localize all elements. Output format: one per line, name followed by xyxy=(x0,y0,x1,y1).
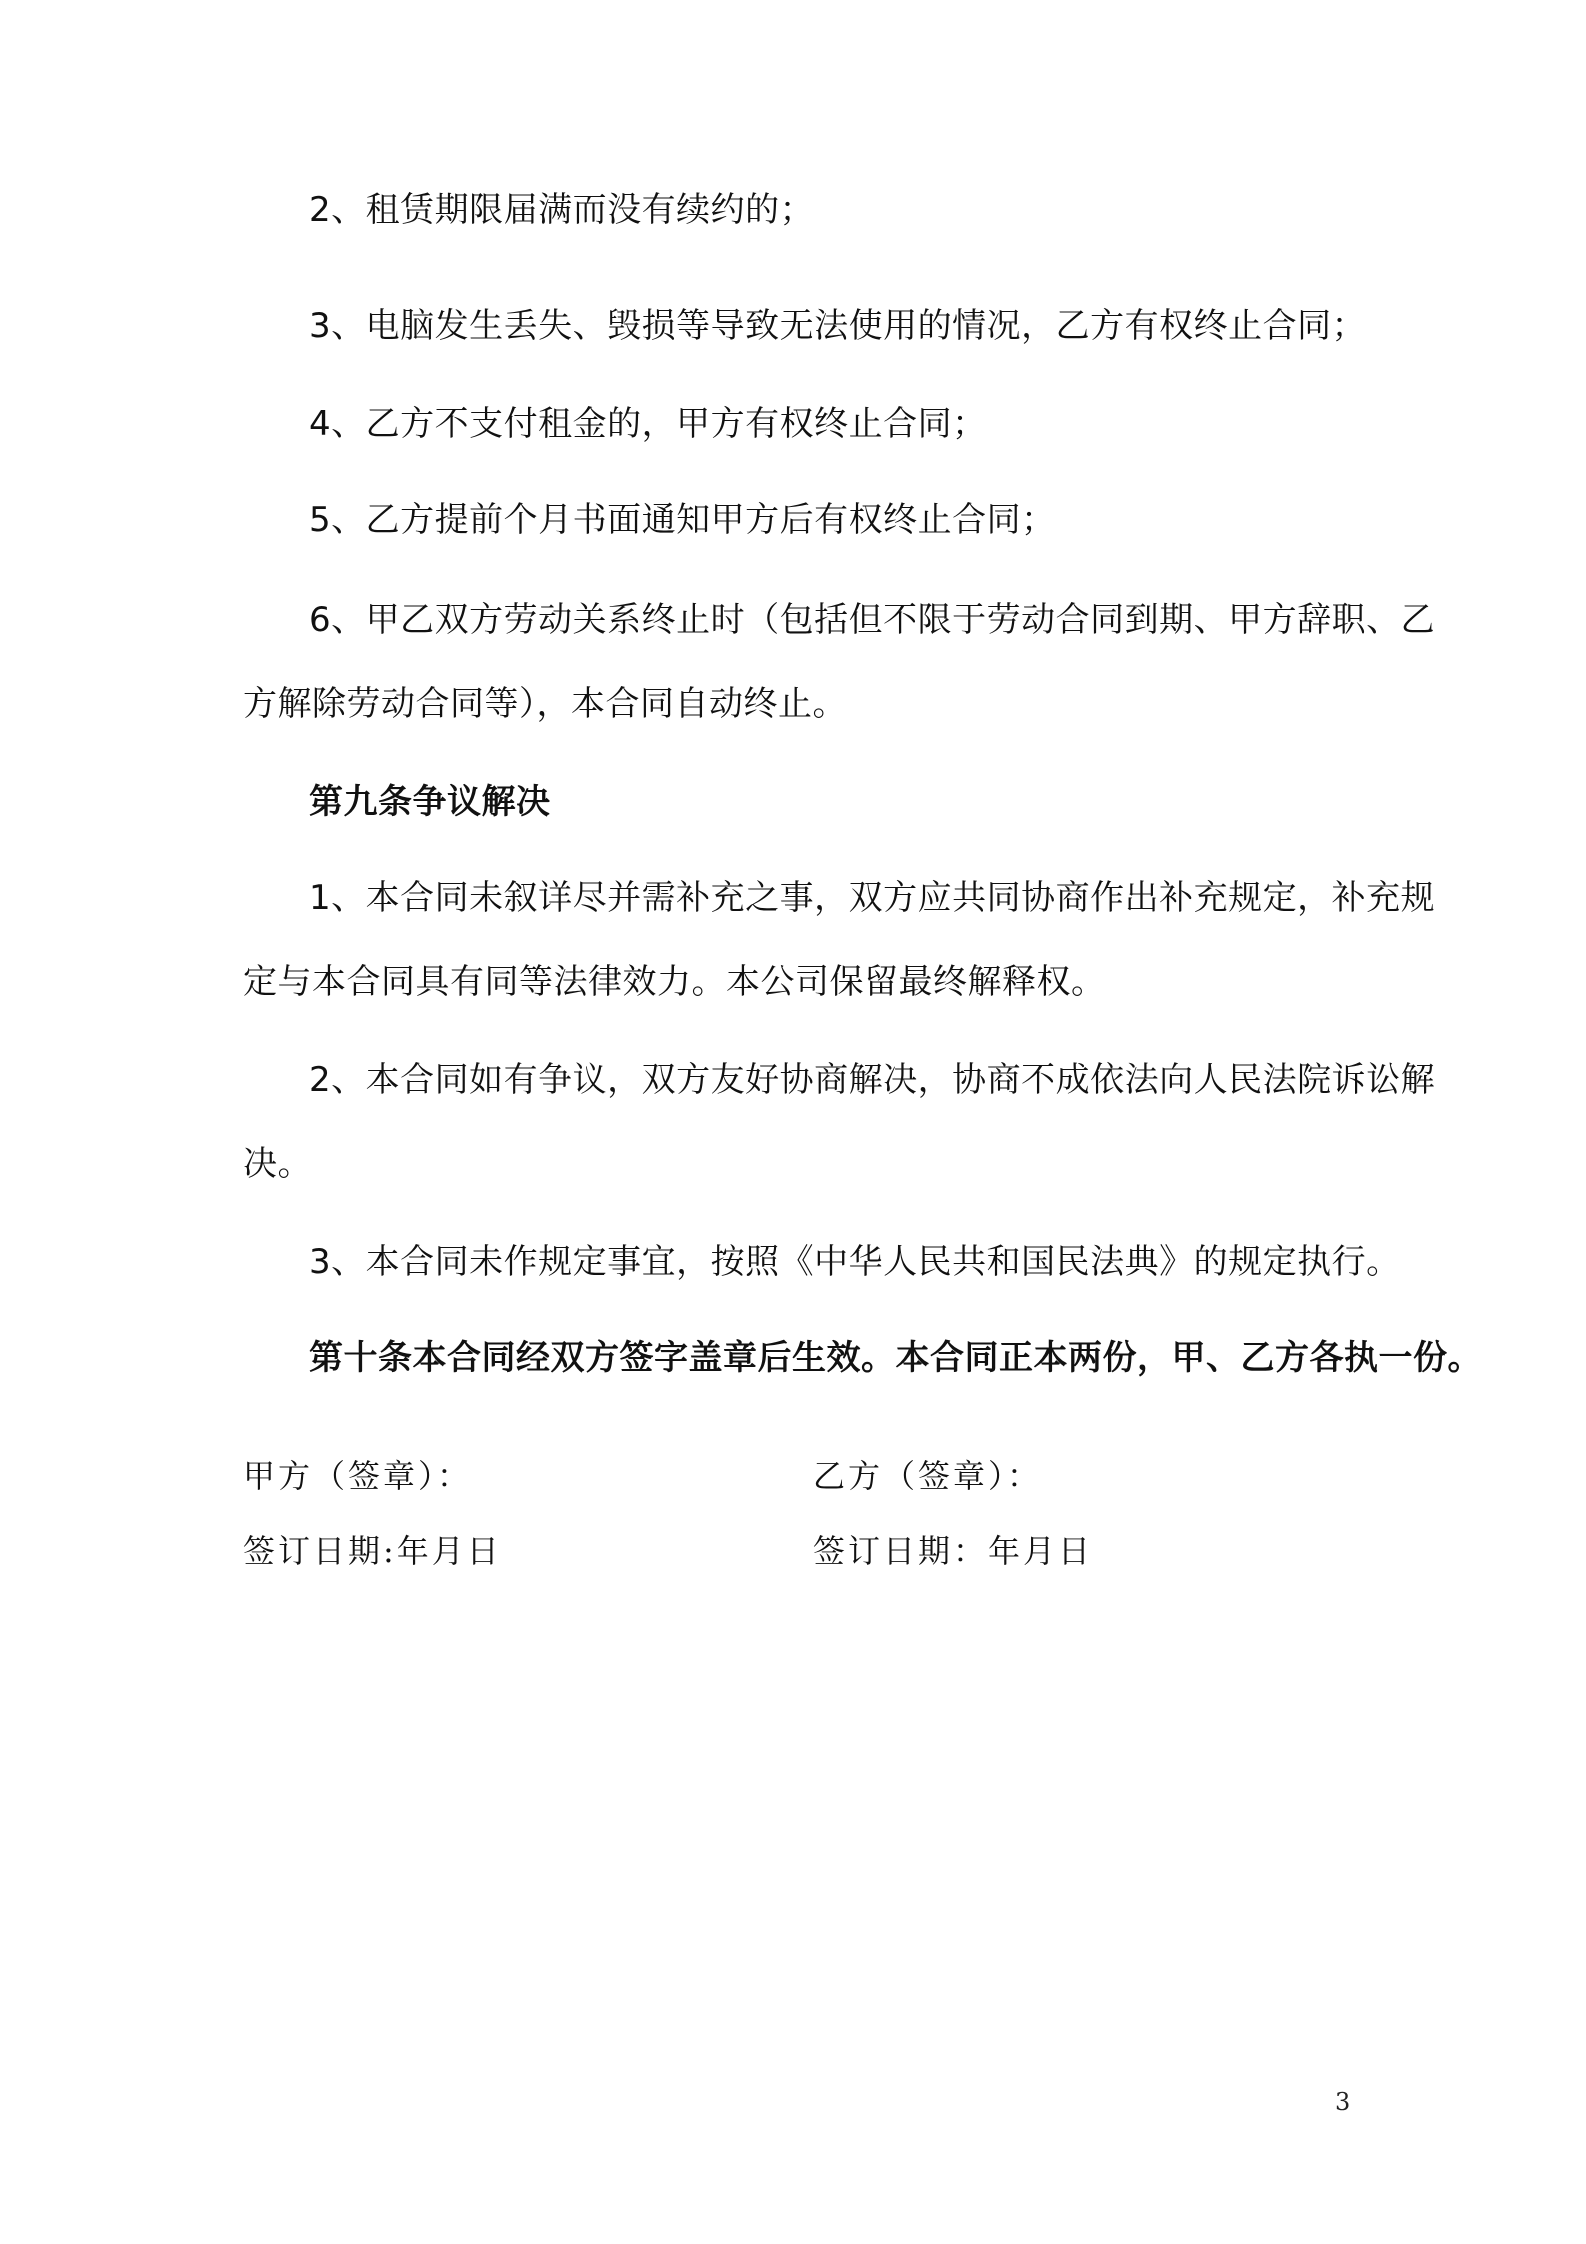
clause-item-3: 3、电脑发生丢失、毁损等导致无法使用的情况，乙方有权终止合同； xyxy=(309,306,1367,346)
clause-item-4: 4、乙方不支付租金的，甲方有权终止合同； xyxy=(309,404,987,444)
article-10-text: 第十条本合同经双方签字盖章后生效。本合同正本两份，甲、乙方各执一份。 xyxy=(309,1338,1482,1378)
party-a-sign-date: 签订日期:年月日 xyxy=(243,1532,502,1570)
article-9-heading: 第九条争议解决 xyxy=(309,782,551,822)
party-b-sign-date: 签订日期：年月日 xyxy=(813,1532,1094,1570)
clause-item-6-line-2: 方解除劳动合同等），本合同自动终止。 xyxy=(243,684,847,724)
article-9-item-2-line-2: 决。 xyxy=(243,1144,312,1184)
clause-item-2: 2、租赁期限届满而没有续约的； xyxy=(309,190,815,230)
party-b-signature-label: 乙方（签章）： xyxy=(813,1457,1043,1495)
page-number: 3 xyxy=(1335,2088,1351,2116)
article-9-item-2-line-1: 2、本合同如有争议，双方友好协商解决，协商不成依法向人民法院诉讼解 xyxy=(309,1060,1436,1100)
article-9-item-1-line-2: 定与本合同具有同等法律效力。本公司保留最终解释权。 xyxy=(243,962,1106,1002)
article-9-item-3: 3、本合同未作规定事宜，按照《中华人民共和国民法典》的规定执行。 xyxy=(309,1242,1401,1282)
clause-item-5: 5、乙方提前个月书面通知甲方后有权终止合同； xyxy=(309,500,1056,540)
article-9-item-1-line-1: 1、本合同未叙详尽并需补充之事，双方应共同协商作出补充规定，补充规 xyxy=(309,878,1436,918)
clause-item-6-line-1: 6、甲乙双方劳动关系终止时（包括但不限于劳动合同到期、甲方辞职、乙 xyxy=(309,600,1436,640)
party-a-signature-label: 甲方（签章）： xyxy=(243,1457,473,1495)
